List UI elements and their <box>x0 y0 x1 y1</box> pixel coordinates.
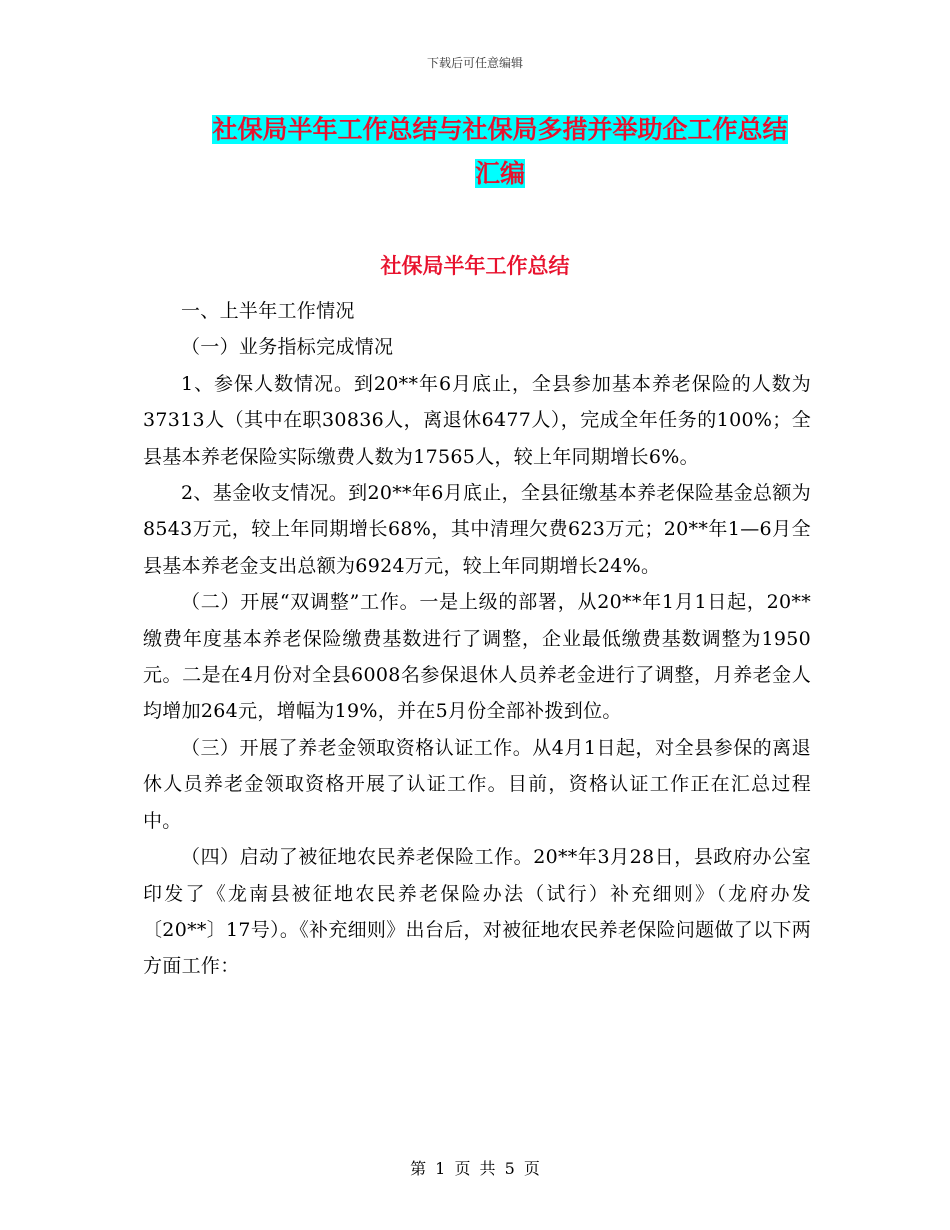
document-title-line-2: 汇编 <box>474 159 525 188</box>
paragraph: （三）开展了养老金领取资格认证工作。从4月1日起，对全县参保的离退休人员养老金领取资格开展了认证工作。目前，资格认证工作正在汇总过程中。 <box>143 736 811 832</box>
document-title <box>120 108 880 196</box>
header-note: 下载后可任意编辑 <box>426 56 523 70</box>
paragraph: （二）开展“双调整”工作。一是上级的部署，从20**年1月1日起，20**缴费年度基本养老保险缴费基数进行了调整，企业最低缴费基数调整为1950元。二是在4月份对全县6008名参保退休人员养老金进行了调整，月养老金人均增加264元，增幅为19%，并在5月份全部补拨到位。 <box>143 591 811 723</box>
document-title-line-1: 社保局半年工作总结与社保局多措并举助企工作总结 <box>212 115 788 144</box>
page-number: 第 1 页 共 5 页 <box>410 1159 540 1178</box>
paragraph: 2、基金收支情况。到20**年6月底止，全县征缴基本养老保险基金总额为8543万元，较上年同期增长68%，其中清理欠费623万元；20**年1—6月全县基本养老金支出总额为6924万元，较上年同期增长24%。 <box>143 482 811 577</box>
paragraph: 1、参保人数情况。到20**年6月底止，全县参加基本养老保险的人数为37313人（其中在职30836人，离退休6477人），完成全年任务的100%；全县基本养老保险实际缴费人数为17565人，较上年同期增长6%。 <box>143 372 811 468</box>
section-title: 社保局半年工作总结 <box>380 253 570 278</box>
document-body <box>143 293 811 985</box>
paragraph: （四）启动了被征地农民养老保险工作。20**年3月28日，县政府办公室印发了《龙南县被征地农民养老保险办法（试行）补充细则》（龙府办发〔20**〕17号）。《补充细则》出台后，对被征地农民养老保险问题做了以下两方面工作： <box>143 846 811 978</box>
paragraph: （一）业务指标完成情况 <box>181 336 394 359</box>
paragraph: 一、上半年工作情况 <box>181 300 355 322</box>
